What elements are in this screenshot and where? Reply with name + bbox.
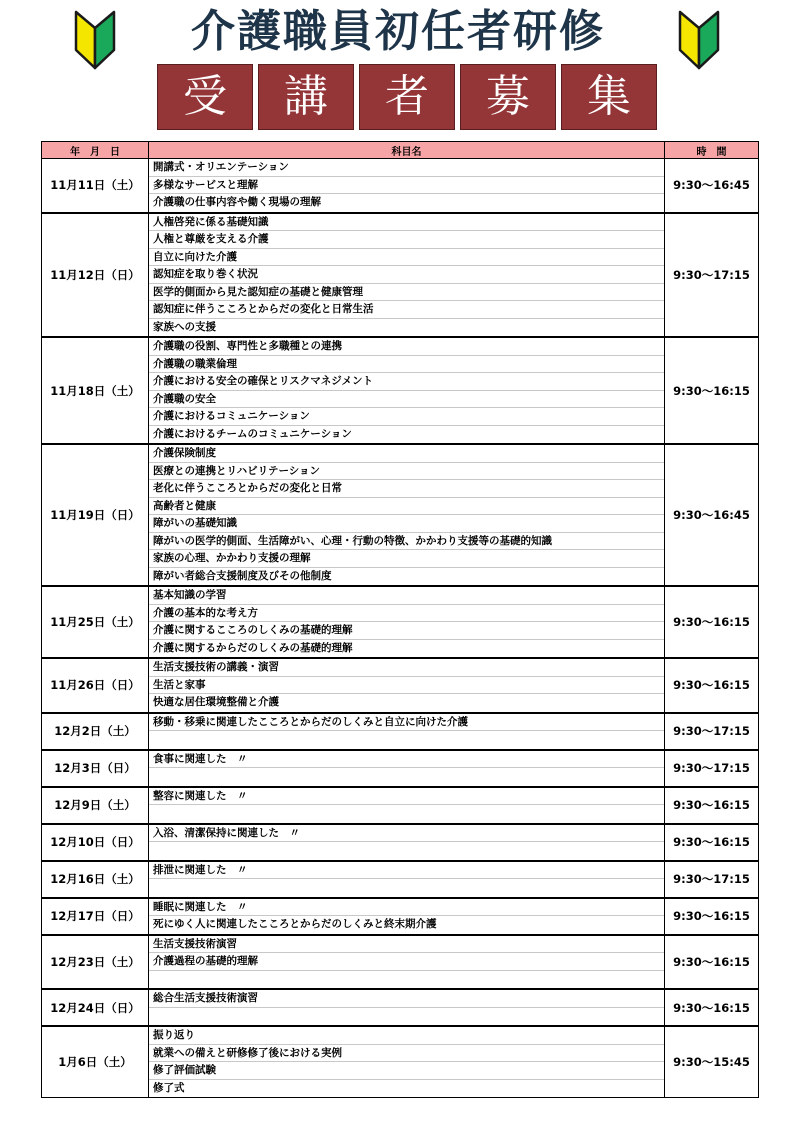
date-cell: 11月12日（日） bbox=[42, 213, 149, 338]
time-cell: 9:30～16:15 bbox=[665, 935, 759, 990]
title-row bbox=[0, 4, 794, 62]
subject-item bbox=[149, 731, 664, 749]
time-cell: 9:30～16:15 bbox=[665, 658, 759, 713]
subject-item: 修了式 bbox=[153, 1081, 185, 1094]
time-cell: 9:30～16:15 bbox=[665, 586, 759, 658]
subject-item bbox=[149, 879, 664, 897]
subject-item: 介護に関するこころのしくみの基礎的理解 bbox=[149, 622, 664, 640]
subject-cell bbox=[149, 658, 665, 713]
table-row bbox=[42, 444, 759, 586]
banner-char: 講 bbox=[258, 64, 354, 130]
subject-item: 整容に関連した 〃 bbox=[149, 788, 664, 806]
time-cell: 9:30～17:15 bbox=[665, 861, 759, 898]
date-cell: 12月24日（日） bbox=[42, 989, 149, 1026]
subject-cell bbox=[149, 1026, 665, 1098]
beginner-mark-icon bbox=[72, 10, 118, 72]
subject-item: 自立に向けた介護 bbox=[149, 249, 664, 267]
subject-item: 多様なサービスと理解 bbox=[149, 177, 664, 195]
date-cell: 1月6日（土） bbox=[42, 1026, 149, 1098]
subject-item: 介護におけるチームのコミュニケーション bbox=[153, 427, 352, 440]
header-subject: 科目名 bbox=[149, 142, 665, 159]
subject-item: 認知症に伴うこころとからだの変化と日常生活 bbox=[149, 301, 664, 319]
time-cell: 9:30～15:45 bbox=[665, 1026, 759, 1098]
subject-item: 生活支援技術の講義・演習 bbox=[149, 659, 664, 677]
time-cell: 9:30～16:15 bbox=[665, 898, 759, 935]
date-cell: 12月10日（日） bbox=[42, 824, 149, 861]
subject-item: 生活支援技術演習 bbox=[149, 936, 664, 954]
subject-item: 開講式・オリエンテーション bbox=[149, 159, 664, 177]
table-row bbox=[42, 787, 759, 824]
recruitment-banner bbox=[157, 64, 657, 130]
subject-item: 修了評価試験 bbox=[149, 1062, 664, 1080]
subject-item: 介護職の仕事内容や働く現場の理解 bbox=[153, 196, 321, 208]
table-row bbox=[42, 935, 759, 990]
subject-item: 医療との連携とリハビリテーション bbox=[149, 463, 664, 481]
subject-item: 就業への備えと研修修了後における実例 bbox=[149, 1045, 664, 1063]
subject-item: 障がいの医学的側面、生活障がい、心理・行動の特徴、かかわり支援等の基礎的知識 bbox=[149, 533, 664, 551]
subject-cell bbox=[149, 989, 665, 1026]
subject-cell bbox=[149, 444, 665, 586]
subject-item: 排泄に関連した 〃 bbox=[149, 862, 664, 880]
date-cell: 12月3日（日） bbox=[42, 750, 149, 787]
subject-cell bbox=[149, 898, 665, 935]
banner-char: 集 bbox=[561, 64, 657, 130]
subject-item: 介護職の役割、専門性と多職種との連携 bbox=[149, 338, 664, 356]
subject-item: 認知症を取り巻く状況 bbox=[149, 266, 664, 284]
time-cell: 9:30～16:15 bbox=[665, 337, 759, 444]
date-cell: 12月9日（土） bbox=[42, 787, 149, 824]
date-cell: 12月16日（土） bbox=[42, 861, 149, 898]
time-cell: 9:30～16:15 bbox=[665, 824, 759, 861]
subject-cell bbox=[149, 824, 665, 861]
subject-item: 医学的側面から見た認知症の基礎と健康管理 bbox=[149, 284, 664, 302]
subject-item: 睡眠に関連した 〃 bbox=[149, 899, 664, 917]
table-row bbox=[42, 213, 759, 338]
date-cell: 11月19日（日） bbox=[42, 444, 149, 586]
time-cell: 9:30～16:45 bbox=[665, 159, 759, 213]
time-cell: 9:30～17:15 bbox=[665, 713, 759, 750]
subject-item bbox=[149, 842, 664, 860]
subject-item bbox=[149, 1008, 664, 1026]
subject-item bbox=[149, 805, 664, 823]
subject-item: 振り返り bbox=[149, 1027, 664, 1045]
subject-item: 障がい者総合支援制度及びその他制度 bbox=[153, 569, 332, 582]
table-row bbox=[42, 1026, 759, 1098]
subject-item: 食事に関連した 〃 bbox=[149, 751, 664, 769]
subject-cell bbox=[149, 337, 665, 444]
time-cell: 9:30～16:45 bbox=[665, 444, 759, 586]
header-date: 年 月 日 bbox=[42, 142, 149, 159]
subject-item: 介護の基本的な考え方 bbox=[149, 605, 664, 623]
date-cell: 11月18日（土） bbox=[42, 337, 149, 444]
table-row bbox=[42, 898, 759, 935]
table-row bbox=[42, 824, 759, 861]
subject-item: 介護過程の基礎的理解 bbox=[149, 953, 664, 971]
subject-item: 入浴、清潔保持に関連した 〃 bbox=[149, 825, 664, 843]
banner-char: 者 bbox=[359, 64, 455, 130]
subject-item bbox=[149, 768, 664, 786]
table-row bbox=[42, 658, 759, 713]
schedule-body bbox=[42, 159, 759, 1098]
subject-item: 介護保険制度 bbox=[149, 445, 664, 463]
subject-cell bbox=[149, 213, 665, 338]
subject-item bbox=[149, 971, 664, 989]
table-row bbox=[42, 586, 759, 658]
subject-cell bbox=[149, 750, 665, 787]
schedule-table bbox=[41, 141, 759, 1098]
beginner-mark-icon bbox=[676, 10, 722, 72]
subject-cell bbox=[149, 861, 665, 898]
page-title: 介護職員初任者研修 bbox=[191, 6, 605, 57]
subject-item: 快適な居住環境整備と介護 bbox=[153, 696, 279, 708]
table-row bbox=[42, 713, 759, 750]
time-cell: 9:30～17:15 bbox=[665, 213, 759, 338]
date-cell: 12月2日（土） bbox=[42, 713, 149, 750]
date-cell: 11月11日（土） bbox=[42, 159, 149, 213]
time-cell: 9:30～17:15 bbox=[665, 750, 759, 787]
subject-item: 高齢者と健康 bbox=[149, 498, 664, 516]
subject-item: 障がいの基礎知識 bbox=[149, 515, 664, 533]
subject-cell bbox=[149, 159, 665, 213]
subject-cell bbox=[149, 713, 665, 750]
subject-item: 老化に伴うこころとからだの変化と日常 bbox=[149, 480, 664, 498]
table-row bbox=[42, 337, 759, 444]
subject-item: 死にゆく人に関連したこころとからだのしくみと終末期介護 bbox=[153, 918, 437, 930]
header-time: 時 間 bbox=[665, 142, 759, 159]
subject-item: 介護におけるコミュニケーション bbox=[149, 408, 664, 426]
subject-item: 家族への支援 bbox=[153, 320, 216, 333]
table-row bbox=[42, 159, 759, 213]
date-cell: 12月23日（土） bbox=[42, 935, 149, 990]
date-cell: 11月25日（土） bbox=[42, 586, 149, 658]
banner-char: 募 bbox=[460, 64, 556, 130]
subject-item: 介護における安全の確保とリスクマネジメント bbox=[149, 373, 664, 391]
date-cell: 12月17日（日） bbox=[42, 898, 149, 935]
time-cell: 9:30～16:15 bbox=[665, 989, 759, 1026]
subject-item: 介護職の安全 bbox=[149, 391, 664, 409]
subject-item: 人権啓発に係る基礎知識 bbox=[149, 214, 664, 232]
subject-item: 生活と家事 bbox=[149, 677, 664, 695]
date-cell: 11月26日（日） bbox=[42, 658, 149, 713]
banner-char: 受 bbox=[157, 64, 253, 130]
table-row bbox=[42, 861, 759, 898]
subject-item: 移動・移乗に関連したこころとからだのしくみと自立に向けた介護 bbox=[149, 714, 664, 732]
table-row bbox=[42, 750, 759, 787]
subject-item: 人権と尊厳を支える介護 bbox=[149, 231, 664, 249]
subject-item: 総合生活支援技術演習 bbox=[149, 990, 664, 1008]
subject-cell bbox=[149, 586, 665, 658]
subject-item: 介護に関するからだのしくみの基礎的理解 bbox=[153, 641, 353, 654]
subject-item: 介護職の職業倫理 bbox=[149, 356, 664, 374]
table-row bbox=[42, 989, 759, 1026]
subject-item: 家族の心理、かかわり支援の理解 bbox=[149, 550, 664, 568]
time-cell: 9:30～16:15 bbox=[665, 787, 759, 824]
subject-cell bbox=[149, 935, 665, 990]
subject-cell bbox=[149, 787, 665, 824]
subject-item: 基本知識の学習 bbox=[149, 587, 664, 605]
